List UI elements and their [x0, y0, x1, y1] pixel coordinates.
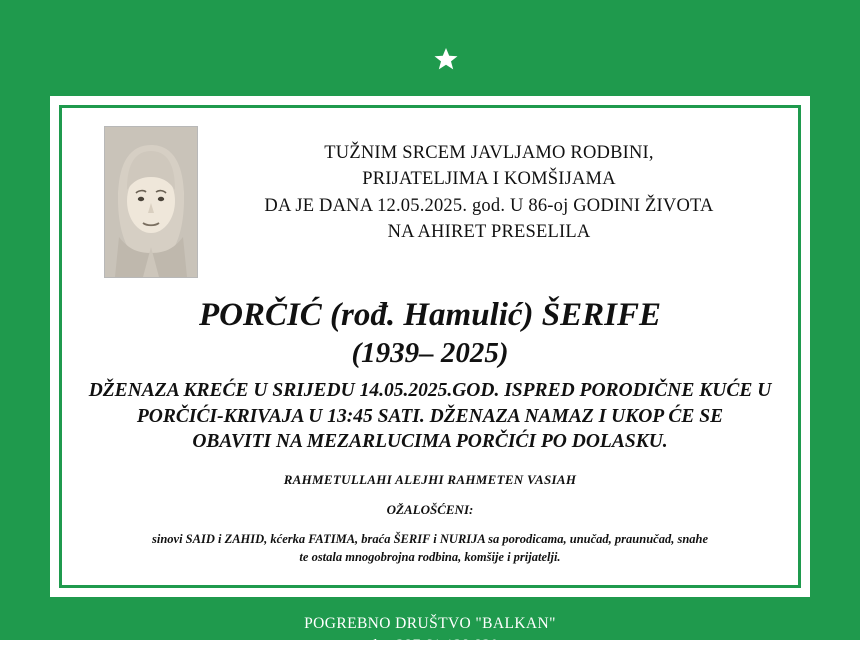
funeral-company-phone: tel: +387 61 138 820	[361, 637, 499, 655]
notice-header-row	[80, 122, 780, 278]
mourners-line-2: te ostala mnogobrojna rodbina, komšije i prijatelji.	[299, 550, 561, 565]
crescent-star-icon	[385, 26, 475, 88]
notice-card-inner	[59, 105, 801, 588]
footer	[304, 613, 556, 658]
mourners-label: OŽALOŠĆENI:	[386, 502, 474, 518]
funeral-details-line-3: OBAVITI NA MEZARLUCIMA PORČIĆI PO DOLASKU.	[192, 430, 668, 452]
life-years: (1939– 2025)	[351, 336, 509, 369]
mourners-line-1: sinovi SAID i ZAHID, kćerka FATIMA, braća ŠERIF i NURIJA sa porodicama, unučad, praunučad, snahe	[151, 532, 709, 547]
prayer-text: RAHMETULLAHI ALEJHI RAHMETEN VASIAH	[283, 472, 577, 488]
notice-card	[50, 96, 810, 597]
funeral-company-name: POGREBNO DRUŠTVO "BALKAN"	[304, 614, 556, 632]
portrait-photo	[104, 126, 198, 278]
funeral-details-line-2: PORČIĆI-KRIVAJA U 13:45 SATI. DŽENAZA NAMAZ I UKOP ĆE SE	[136, 405, 724, 427]
funeral-details	[80, 378, 780, 454]
intro-text	[198, 122, 780, 245]
intro-line-3: DA JE DANA 12.05.2025. god. U 86-oj GODINI ŽIVOTA	[264, 195, 714, 216]
intro-line-2: PRIJATELJIMA I KOMŠIJAMA	[362, 169, 616, 190]
funeral-details-line-1: DŽENAZA KREĆE U SRIJEDU 14.05.2025.GOD. ISPRED PORODIČNE KUĆE U	[88, 380, 772, 402]
deceased-name: PORČIĆ (rođ. Hamulić) ŠERIFE	[198, 297, 662, 333]
intro-line-1: TUŽNIM SRCEM JAVLJAMO RODBINI,	[324, 143, 654, 163]
mourners-list	[80, 530, 780, 566]
intro-line-4: NA AHIRET PRESELILA	[387, 221, 591, 242]
